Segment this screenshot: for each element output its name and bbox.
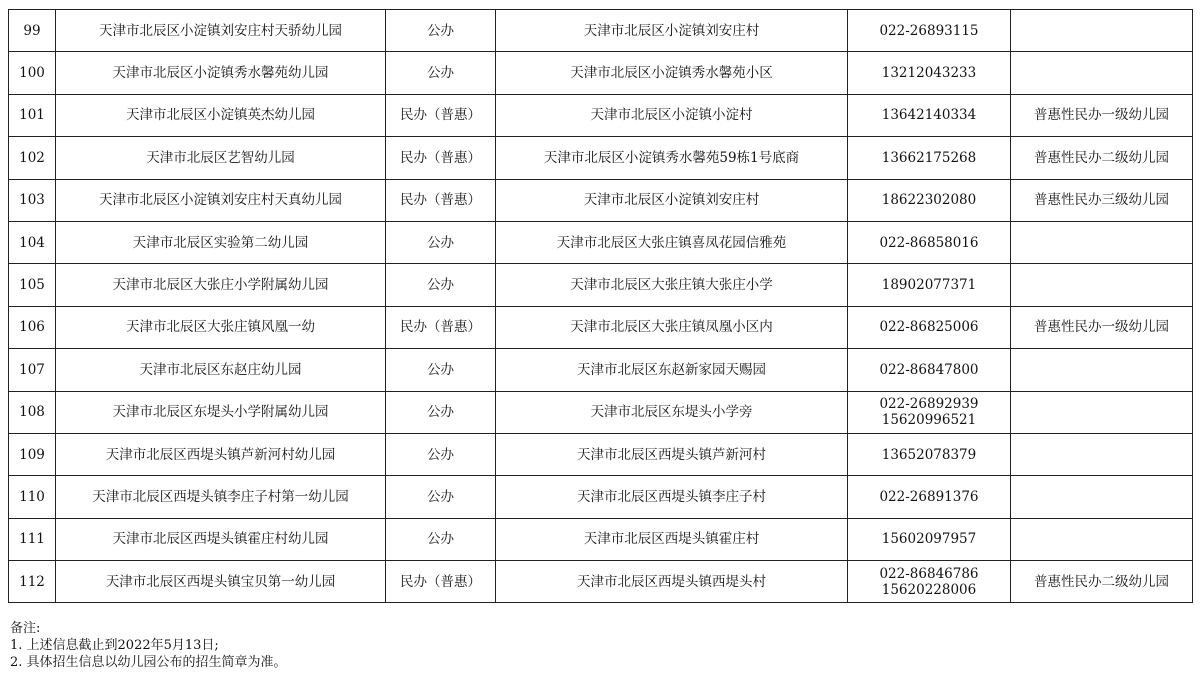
phone-number: 022-26891376 xyxy=(879,488,979,505)
cell-name: 天津市北辰区大张庄镇风凰一幼 xyxy=(56,306,386,348)
cell-address: 天津市北辰区东堤头小学旁 xyxy=(496,391,848,433)
table-row xyxy=(9,52,1193,94)
cell-phone xyxy=(848,221,1011,263)
cell-type: 公办 xyxy=(386,349,496,391)
table-row xyxy=(9,10,1193,52)
cell-no: 103 xyxy=(9,179,56,221)
table-row xyxy=(9,94,1193,136)
cell-address: 天津市北辰区小淀镇秀水馨苑59栋1号底商 xyxy=(496,137,848,179)
cell-name: 天津市北辰区西堤头镇芦新河村幼儿园 xyxy=(56,433,386,475)
cell-phone xyxy=(848,264,1011,306)
cell-level xyxy=(1011,52,1193,94)
cell-name: 天津市北辰区西堤头镇霍庄村幼儿园 xyxy=(56,518,386,560)
cell-address: 天津市北辰区东赵新家园天赐园 xyxy=(496,349,848,391)
cell-address: 天津市北辰区大张庄镇喜凤花园信雅苑 xyxy=(496,221,848,263)
cell-phone xyxy=(848,10,1011,52)
cell-phone xyxy=(848,349,1011,391)
cell-name: 天津市北辰区小淀镇英杰幼儿园 xyxy=(56,94,386,136)
phone-number: 15620228006 xyxy=(881,581,977,598)
cell-no: 99 xyxy=(9,10,56,52)
table-row xyxy=(9,476,1193,518)
cell-level: 普惠性民办一级幼儿园 xyxy=(1011,94,1193,136)
phone-number: 022-26892939 xyxy=(879,396,979,413)
cell-no: 105 xyxy=(9,264,56,306)
cell-no: 101 xyxy=(9,94,56,136)
cell-address: 天津市北辰区小淀镇小淀村 xyxy=(496,94,848,136)
cell-level xyxy=(1011,391,1193,433)
cell-no: 110 xyxy=(9,476,56,518)
cell-level: 普惠性民办二级幼儿园 xyxy=(1011,561,1193,603)
cell-no: 111 xyxy=(9,518,56,560)
cell-name: 天津市北辰区西堤头镇李庄子村第一幼儿园 xyxy=(56,476,386,518)
table-row xyxy=(9,349,1193,391)
cell-no: 100 xyxy=(9,52,56,94)
notes-heading: 备注: xyxy=(10,621,41,636)
cell-name: 天津市北辰区小淀镇秀水馨苑幼儿园 xyxy=(56,52,386,94)
cell-level: 普惠性民办三级幼儿园 xyxy=(1011,179,1193,221)
cell-phone xyxy=(848,561,1011,603)
cell-no: 109 xyxy=(9,433,56,475)
phone-number: 022-86858016 xyxy=(879,234,979,251)
cell-address: 天津市北辰区小淀镇刘安庄村 xyxy=(496,179,848,221)
cell-type: 公办 xyxy=(386,10,496,52)
cell-no: 102 xyxy=(9,137,56,179)
phone-number: 15620996521 xyxy=(881,412,977,429)
phone-number: 18622302080 xyxy=(881,192,977,209)
notes-item-1: 1. 上述信息截止到2022年5月13日; xyxy=(10,638,219,653)
cell-phone xyxy=(848,518,1011,560)
cell-address: 天津市北辰区小淀镇刘安庄村 xyxy=(496,10,848,52)
cell-address: 天津市北辰区西堤头镇西堤头村 xyxy=(496,561,848,603)
phone-number: 13642140334 xyxy=(881,107,977,124)
cell-level: 普惠性民办一级幼儿园 xyxy=(1011,306,1193,348)
cell-level: 普惠性民办二级幼儿园 xyxy=(1011,137,1193,179)
table-row xyxy=(9,561,1193,603)
cell-address: 天津市北辰区大张庄镇大张庄小学 xyxy=(496,264,848,306)
table-row xyxy=(9,433,1193,475)
cell-phone xyxy=(848,137,1011,179)
cell-type: 公办 xyxy=(386,518,496,560)
cell-name: 天津市北辰区大张庄小学附属幼儿园 xyxy=(56,264,386,306)
cell-name: 天津市北辰区东赵庄幼儿园 xyxy=(56,349,386,391)
cell-no: 106 xyxy=(9,306,56,348)
cell-type: 公办 xyxy=(386,52,496,94)
table-row xyxy=(9,137,1193,179)
cell-address: 天津市北辰区小淀镇秀水馨苑小区 xyxy=(496,52,848,94)
table-row xyxy=(9,391,1193,433)
phone-number: 022-86825006 xyxy=(879,319,979,336)
cell-type: 公办 xyxy=(386,264,496,306)
cell-level xyxy=(1011,349,1193,391)
phone-number: 022-86846786 xyxy=(879,565,979,582)
cell-name: 天津市北辰区实验第二幼儿园 xyxy=(56,221,386,263)
cell-level xyxy=(1011,433,1193,475)
cell-level xyxy=(1011,221,1193,263)
cell-no: 104 xyxy=(9,221,56,263)
cell-address: 天津市北辰区西堤头镇霍庄村 xyxy=(496,518,848,560)
phone-number: 022-86847800 xyxy=(879,361,979,378)
cell-address: 天津市北辰区西堤头镇芦新河村 xyxy=(496,433,848,475)
cell-type: 民办（普惠） xyxy=(386,561,496,603)
notes-item-2: 2. 具体招生信息以幼儿园公布的招生简章为准。 xyxy=(10,655,287,670)
table-row xyxy=(9,306,1193,348)
phone-number: 022-26893115 xyxy=(879,22,979,39)
table-row xyxy=(9,221,1193,263)
cell-level xyxy=(1011,476,1193,518)
cell-type: 公办 xyxy=(386,221,496,263)
table-row xyxy=(9,264,1193,306)
cell-type: 公办 xyxy=(386,391,496,433)
cell-phone xyxy=(848,476,1011,518)
cell-name: 天津市北辰区西堤头镇宝贝第一幼儿园 xyxy=(56,561,386,603)
phone-number: 18902077371 xyxy=(881,277,977,294)
cell-level xyxy=(1011,10,1193,52)
cell-level xyxy=(1011,264,1193,306)
phone-number: 15602097957 xyxy=(881,531,977,548)
notes-section xyxy=(10,620,287,671)
cell-phone xyxy=(848,179,1011,221)
cell-type: 公办 xyxy=(386,433,496,475)
kindergarten-table xyxy=(8,9,1193,603)
cell-name: 天津市北辰区艺智幼儿园 xyxy=(56,137,386,179)
phone-number: 13652078379 xyxy=(881,446,977,463)
cell-type: 民办（普惠） xyxy=(386,306,496,348)
phone-number: 13212043233 xyxy=(881,65,977,82)
cell-phone xyxy=(848,306,1011,348)
cell-name: 天津市北辰区东堤头小学附属幼儿园 xyxy=(56,391,386,433)
cell-no: 108 xyxy=(9,391,56,433)
cell-phone xyxy=(848,52,1011,94)
table-body xyxy=(9,10,1193,603)
cell-phone xyxy=(848,94,1011,136)
cell-address: 天津市北辰区西堤头镇李庄子村 xyxy=(496,476,848,518)
cell-name: 天津市北辰区小淀镇刘安庄村天真幼儿园 xyxy=(56,179,386,221)
cell-type: 民办（普惠） xyxy=(386,137,496,179)
cell-no: 107 xyxy=(9,349,56,391)
cell-type: 公办 xyxy=(386,476,496,518)
cell-type: 民办（普惠） xyxy=(386,179,496,221)
table-row xyxy=(9,518,1193,560)
cell-phone xyxy=(848,433,1011,475)
cell-name: 天津市北辰区小淀镇刘安庄村天骄幼儿园 xyxy=(56,10,386,52)
cell-phone xyxy=(848,391,1011,433)
cell-no: 112 xyxy=(9,561,56,603)
table-row xyxy=(9,179,1193,221)
cell-level xyxy=(1011,518,1193,560)
phone-number: 13662175268 xyxy=(881,149,977,166)
cell-address: 天津市北辰区大张庄镇凤凰小区内 xyxy=(496,306,848,348)
cell-type: 民办（普惠） xyxy=(386,94,496,136)
